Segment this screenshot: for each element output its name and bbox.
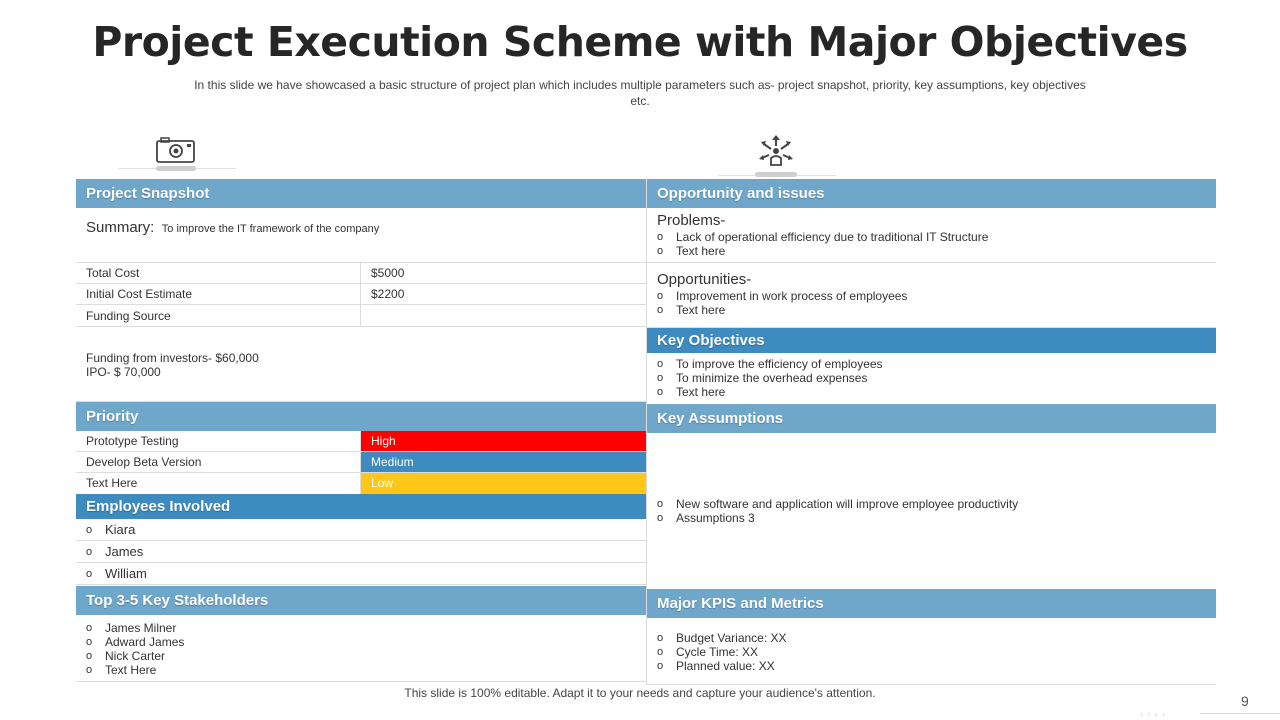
stakeholders-box	[76, 615, 646, 682]
list-item: o Text Here	[86, 663, 636, 677]
priority-label: Develop Beta Version	[76, 452, 361, 472]
summary-label: Summary:	[86, 219, 155, 236]
problems-box: Problems- o Lack of operational efficiency due to traditional IT Structure o Text here	[647, 208, 1216, 263]
priority-row	[76, 452, 646, 473]
page-number: 9	[1241, 693, 1249, 709]
kpis-header: Major KPIS and Metrics	[647, 589, 1216, 618]
cost-value: $2200	[371, 287, 405, 301]
cost-label: Initial Cost Estimate	[76, 284, 361, 304]
priority-badge: High	[361, 431, 646, 451]
kpis-box	[647, 618, 1216, 685]
list-item: o Assumptions 3	[657, 511, 1206, 525]
list-item: o Budget Variance: XX	[657, 631, 1206, 645]
list-item: o New software and application will improve employee productivity	[657, 497, 1206, 511]
key-assumptions-header: Key Assumptions	[647, 404, 1216, 433]
priority-row	[76, 431, 646, 452]
cost-label: Total Cost	[76, 263, 361, 283]
opportunities-box: Opportunities- o Improvement in work process of employees o Text here	[647, 263, 1216, 328]
page-title: Project Execution Scheme with Major Objectives	[92, 18, 1188, 66]
opportunity-header: Opportunity and issues	[647, 179, 1216, 208]
problems-title: Problems	[657, 212, 721, 229]
list-item: o Cycle Time: XX	[657, 645, 1206, 659]
table-row	[76, 263, 646, 284]
stakeholders-header: Top 3-5 Key Stakeholders	[76, 586, 646, 615]
assumptions-box	[647, 433, 1216, 589]
funding-line: IPO- $ 70,000	[86, 365, 161, 379]
list-item: o Kiara	[76, 519, 646, 541]
list-item: o Planned value: XX	[657, 659, 1206, 673]
list-item: o James Milner	[86, 621, 636, 635]
page-subtitle: In this slide we have showcased a basic structure of project plan which includes multiple parameters such as- project snapshot, priority, key assumptions, key objectives etc.	[194, 78, 1086, 108]
list-item: o James	[76, 541, 646, 563]
corner-divider	[1200, 713, 1280, 714]
person-arrows-icon	[756, 134, 796, 177]
list-item: o Text here	[657, 385, 1206, 399]
list-item: o Improvement in work process of employees	[657, 289, 1206, 303]
table-row	[76, 284, 646, 305]
summary-text: To improve the IT framework of the company	[161, 223, 380, 235]
cost-value: $5000	[371, 266, 405, 280]
priority-badge: Low	[361, 473, 646, 494]
priority-row	[76, 473, 646, 494]
list-item: o Adward James	[86, 635, 636, 649]
priority-label: Prototype Testing	[76, 431, 361, 451]
right-column	[646, 179, 1216, 685]
camera-icon	[156, 136, 196, 169]
table-row	[76, 305, 646, 327]
priority-badge: Medium	[361, 452, 646, 472]
key-objectives-header: Key Objectives	[647, 328, 1216, 353]
list-item: o To improve the efficiency of employees	[657, 357, 1206, 371]
left-column	[76, 179, 646, 682]
list-item: o To minimize the overhead expenses	[657, 371, 1206, 385]
summary-box	[76, 208, 646, 263]
funding-box	[76, 327, 646, 402]
project-snapshot-header: Project Snapshot	[76, 179, 646, 208]
priority-header: Priority	[76, 402, 646, 431]
list-item: o Nick Carter	[86, 649, 636, 663]
list-item: o Text here	[657, 244, 1206, 258]
footer-note: This slide is 100% editable. Adapt it to your needs and capture your audience's attention.	[404, 686, 876, 700]
employees-header: Employees Involved	[76, 494, 646, 519]
cost-label: Funding Source	[76, 305, 361, 326]
chevrons-icon: ‹‹‹‹	[1140, 709, 1170, 720]
list-item: o William	[76, 563, 646, 585]
opportunities-title: Opportunities	[657, 271, 747, 288]
list-item: o Lack of operational efficiency due to traditional IT Structure	[657, 230, 1206, 244]
objectives-box	[647, 353, 1216, 404]
list-item: o Text here	[657, 303, 1206, 317]
cost-value	[361, 305, 646, 326]
priority-label: Text Here	[76, 473, 361, 494]
funding-line: Funding from investors- $60,000	[86, 351, 259, 365]
